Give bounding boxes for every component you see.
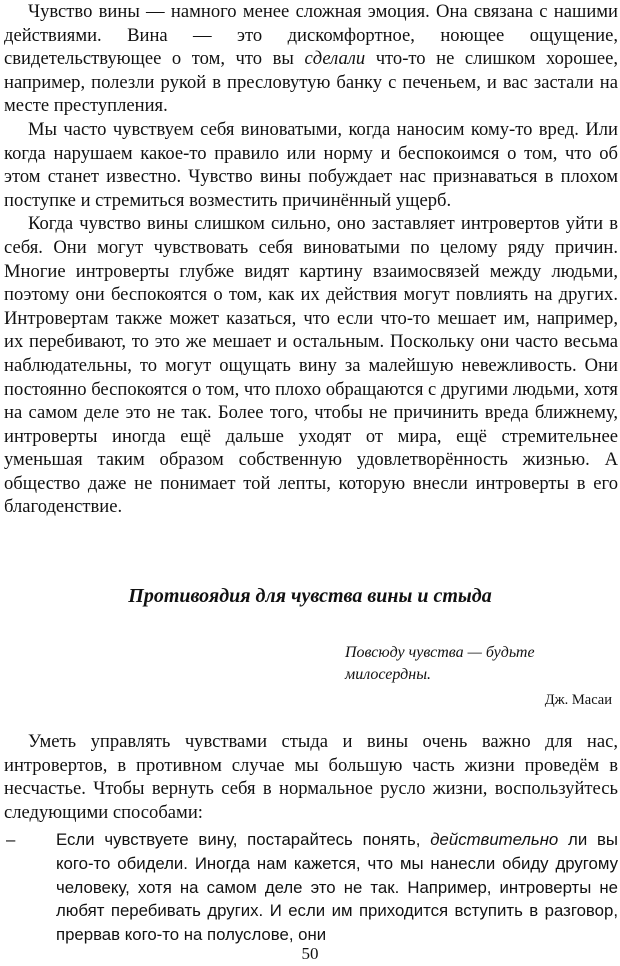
epigraph-author: Дж. Масаи (544, 692, 612, 708)
body-text-after-heading (4, 730, 618, 824)
paragraph-guilt-definition: Чувство вины — намного менее сложная эмоция. Она связана с нашими действиями. Вина — это дискомфортное, ноющее ощущение, свидетельствующее о том, что вы сделали что-то не слишком хорошее, например, полезли рукой в пресловутую банку с печеньем, и вас застали на месте преступления. (4, 1, 618, 117)
section-heading: Противоядия для чувства вины и стыда (128, 585, 492, 607)
paragraph-introverts-guilt: Когда чувство вины слишком сильно, оно заставляет интровертов уйти в себя. Они могут чувствовать себя виноватыми по целому ряду причин. Многие интроверты глубже видят картину взаимосвязей между людьми, поэтому они беспокоятся о том, как их действия могут повлиять на других. Интровертам также может казаться, что если что-то мешает им, например, их перебивают, то это же мешает и остальным. Поскольку они часто весьма наблюдательны, то могут ощущать вину за малейшую невежливость. Они постоянно беспокоятся о том, что плохо обращаются с другими людьми, хотя на самом деле это не так. Более того, чтобы не причинить вреда ближнему, интроверты иногда ещё дальше уходят от мира, ещё стремительнее уменьшая таким образом собственную удовлетворённость жизнью. А общество даже не понимает той лепты, которую внесли интроверты в его благоденствие. (4, 213, 618, 518)
list-item-text: Если чувствуете вину, постарайтесь понять, действительно ли вы кого-то обидели. Иногда нам кажется, что мы нанесли обиду другому человеку, хотя на самом деле это не так. Например, интроверты не любят перебивать других. И если им приходится вступить в разговор, прервав кого-то на полуслове, они (56, 830, 618, 945)
paragraph-feeling-guilty: Мы часто чувствуем себя виноватыми, когда наносим кому-то вред. Или когда нарушаем какое-то правило или норму и беспокоимся о том, что об этом станет известно. Чувство вины побуждает нас признаваться в плохом поступке и стремиться возместить причинённый ущерб. (4, 118, 618, 211)
paragraph-manage-feelings: Уметь управлять чувствами стыда и вины очень важно для нас, интровертов, в противном случае мы большую часть жизни проведём в несчастье. Чтобы вернуть себя в нормальное русло жизни, воспользуйтесь следующими способами: (4, 731, 618, 823)
emphasis-did: сделали (304, 48, 366, 70)
emphasis-really: действительно (430, 830, 559, 849)
epigraph-quote: Повсюду чувства — будьте милосердны. (345, 644, 535, 683)
list-item (4, 828, 618, 947)
page-number: 50 (301, 944, 319, 963)
body-text (4, 0, 618, 519)
list-dash: – (6, 830, 16, 849)
